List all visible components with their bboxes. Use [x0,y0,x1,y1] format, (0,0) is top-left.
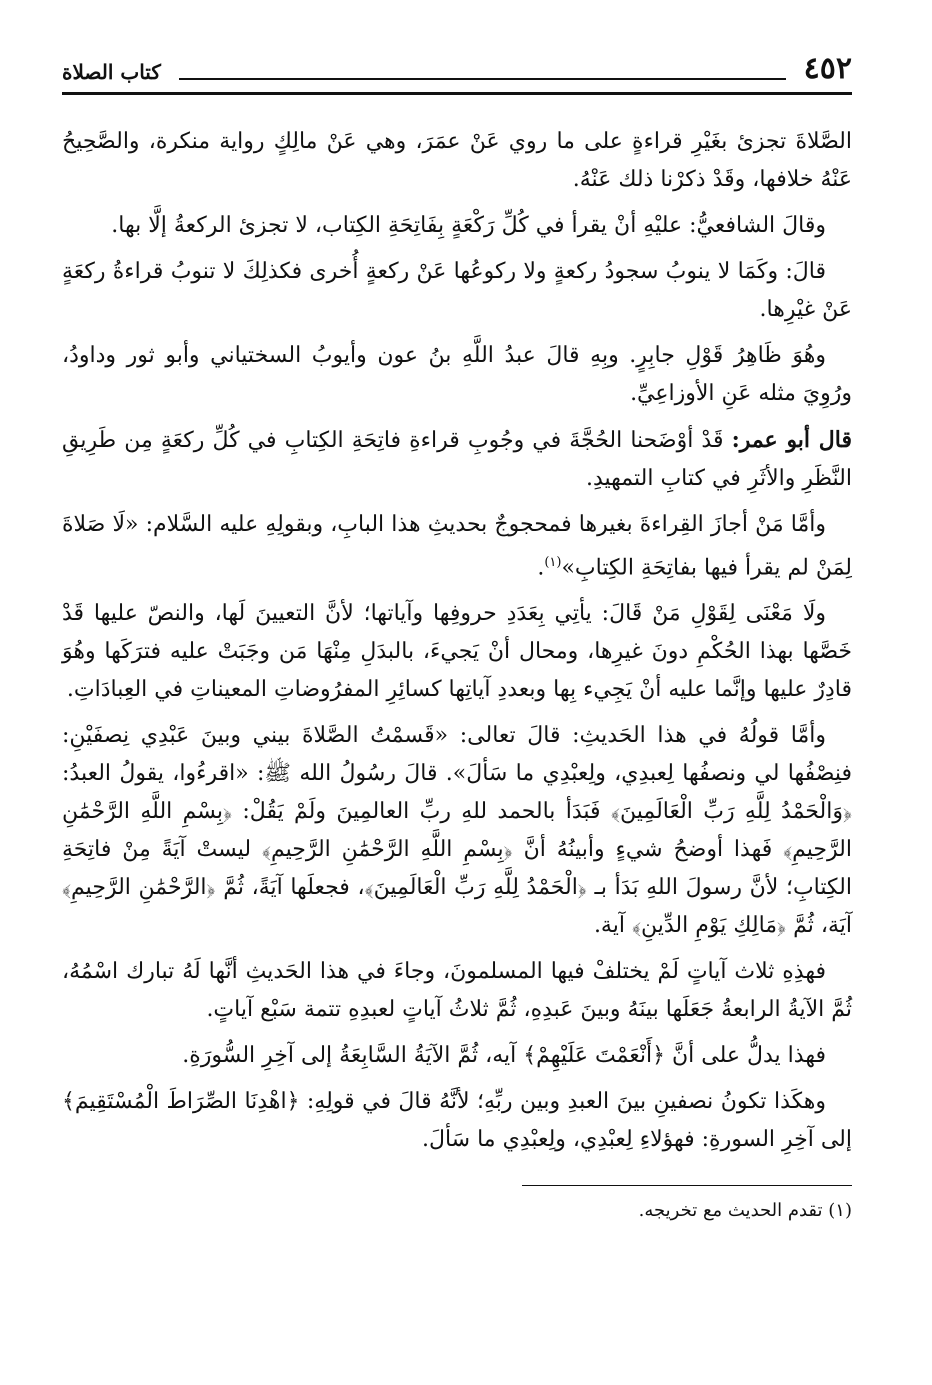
paragraph-text: وهُوَ ظَاهِرُ قَوْلِ جابِرٍ. وبِهِ قالَ عبدُ اللَّهِ بنُ عون وأيوبُ السختياني وأبو ثور وداودُ، ورُوِيَ مثله عَنِ الأوزاعِيِّ. [62,343,852,406]
page-header [62,40,852,95]
paragraph-6 [62,506,852,587]
paragraph-text: وأمَّا قولُهُ في هذا الحَديثِ: قالَ تعالى: «قَسمْتُ الصَّلاةَ بيني وبينَ عَبْدِي نِصفَيْنِ: فنِصْفُها لي ونصفُها لِعبدِي، ولِعبْدِي ما سَألَ». قالَ رسُولُ الله ﷺ: «اقرءُوا، يقولُ العبدُ: ﴿وَالْحَمْدُ لِلَّهِ رَبِّ الْعَالَمِينَ﴾ فَبَدَأ بالحمد للهِ ربِّ العالمِينَ ولَمْ يَقُلْ: ﴿بِسْمِ اللَّهِ الرَّحْمَٰنِ الرَّحِيمِ﴾ فَهذا أوضحُ شيءٍ وأبينُهُ أنَّ ﴿بِسْمِ اللَّهِ الرَّحْمَٰنِ الرَّحِيمِ﴾ ليستْ آيَةً مِنْ فاتِحَةِ الكِتابِ؛ لأنَّ رسولَ اللهِ بَدَأ بـ ﴿الْحَمْدُ لِلَّهِ رَبِّ الْعَالَمِينَ﴾، فجعلَها آيَةً، ثُمَّ ﴿الرَّحْمَٰنِ الرَّحِيمِ﴾ آيَة، ثُمَّ ﴿مَالِكِ يَوْمِ الدِّينِ﴾ آية. [62,723,852,939]
paragraph-text: الصَّلاةَ تجزئ بغَيْرِ قراءةٍ على ما روي عَنْ عمَرَ، وهي عَنْ مالِكٍ رواية منكرة، والصَّحِيحُ عَنْهُ خلافها، وقَدْ ذكرْنا ذلك عَنْهُ. [62,129,852,192]
paragraph-7 [62,595,852,709]
paragraph-text: وأمَّا مَنْ أجازَ القِراءةَ بغيرها فمحجوجٌ بحديثِ هذا البابِ، وبقولِهِ عليه السَّلام: «لَا صَلاةَ لِمَنْ لم يقرأ فيها بفاتِحَةِ الكِتابِ» [62,512,852,581]
paragraph-2 [62,207,852,245]
paragraph-5 [62,421,852,498]
body-text [62,123,852,1159]
paragraph-text: قَدْ أوْضَحنا الحُجَّةَ في وجُوبِ قراءةِ فاتِحَةِ الكِتابِ في كُلِّ ركعَةٍ مِن طَرِيقِ النَّظَرِ والأثَرِ في كتابِ التمهيدِ. [62,428,852,491]
footnote: (١) تقدم الحديث مع تخريجه. [638,1200,852,1222]
paragraph-text: قالَ: وكَمَا لا ينوبُ سجودُ ركعةٍ ولا ركوعُها عَنْ ركعةٍ أُخرى فكذلِكَ لا تنوبُ قراءةُ ركعَةٍ عَنْ غيْرِها. [62,259,852,322]
paragraph-8 [62,717,852,945]
paragraph-4 [62,337,852,413]
document-page [62,40,852,1360]
page-number: ٤٥٢ [803,51,852,86]
paragraph-11 [62,1083,852,1159]
footnote-reference[interactable]: (١) [544,555,562,570]
paragraph-10 [62,1037,852,1075]
paragraph-text: وقالَ الشافعيُّ: عليْهِ أنْ يقرأ في كُلِّ رَكْعَةٍ بِفَاتِحَةِ الكِتاب، لا تجزئ الركعةُ إلَّا بها. [111,213,826,238]
paragraph-3 [62,253,852,329]
paragraph-text: ولَا مَعْنَى لِقَوْلِ مَنْ قَالَ: يأتِي بِعَدَدِ حروفِها وآياتها؛ لأنَّ التعيينَ لَها، والنصّ عليها قَدْ خَصَّها بهذا الحُكْمِ دونَ غيرِها، ومحال أنْ يَجيءَ، بالبدَلِ مِنْهَا مَن وجَبَتْ عليه فترَكَها وهُوَ قادِرٌ عليها وإنَّما عليه أنْ يَجِيء بِها وبعددِ آياتِها كسائِرِ المفرُوضاتِ المعيناتِ في العِبادَاتِ. [62,601,852,703]
paragraph-1 [62,123,852,199]
paragraph-text: وهكَذا تكونُ نصفينِ بينَ العبدِ وبين ربِّهِ؛ لأنَّهُ قالَ في قولِهِ: ﴿اهْدِنَا الصِّرَاطَ الْمُسْتَقِيمَ﴾ إلى آخِرِ السورةِ: فهؤلاءِ لِعبْدِي، ولِعبْدِي ما سَألَ. [62,1089,852,1153]
speaker-lead: قال أبو عمر: [731,427,853,453]
paragraph-9 [62,953,852,1029]
paragraph-tail: . [537,555,545,581]
paragraph-text: فهذِهِ ثلاث آياتٍ لَمْ يختلفْ فيها المسلمونَ، وجاءَ في هذا الحَديثِ أنَّها لَهُ تبارك اسْمُهُ، ثُمَّ الآيةُ الرابعةُ جَعَلَها بينَهُ وبينَ عَبدِهِ، ثُمَّ ثلاثُ آياتٍ لعبدِهِ تتمة سَبْع آياتٍ. [62,959,852,1023]
footnote-divider [522,1185,852,1186]
paragraph-text: فهذا يدلُّ على أنَّ ﴿أَنْعَمْتَ عَلَيْهِمْ﴾ آيه، ثُمَّ الآيَةُ السَّابِعَةُ إلى آخِرِ السُّورَةِ. [182,1043,826,1069]
running-title: كتاب الصلاة [62,60,161,84]
header-rule [179,78,786,80]
